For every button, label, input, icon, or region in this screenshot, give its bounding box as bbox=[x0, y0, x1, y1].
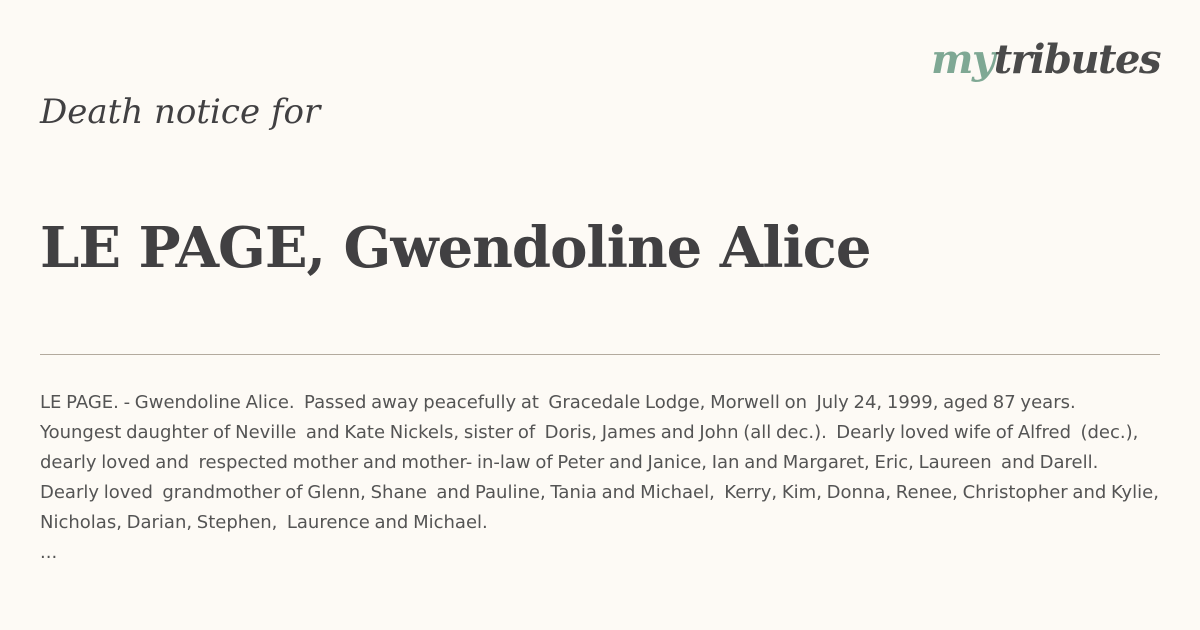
divider bbox=[40, 354, 1160, 355]
logo-part-tributes: tributes bbox=[993, 36, 1160, 83]
logo-part-my: my bbox=[931, 36, 994, 83]
notice-text: LE PAGE. - Gwendoline Alice. Passed away peacefully at Gracedale Lodge, Morwell on July 24, 1999, aged 87 years. Youngest daughter of Neville and Kate Nickels, sister of Doris, James and John (all dec.). Dearly loved wife of Alfred (dec.), dearly loved and respected mother and mother- in-law of Peter and Janice, Ian and Margaret, Eric, Laureen and Darell. Dearly loved grandmother of Glenn, Shane and Pauline, Tania and Michael, Kerry, Kim, Donna, Renee, Christopher and Kylie, Nicholas, Darian, Stephen, Laurence and Michael. bbox=[40, 392, 1169, 533]
notice-kicker: Death notice for bbox=[40, 92, 321, 132]
deceased-name: LE PAGE, Gwendoline Alice bbox=[40, 215, 871, 281]
mytributes-logo[interactable] bbox=[931, 34, 1160, 86]
notice-ellipsis: ... bbox=[40, 542, 58, 563]
